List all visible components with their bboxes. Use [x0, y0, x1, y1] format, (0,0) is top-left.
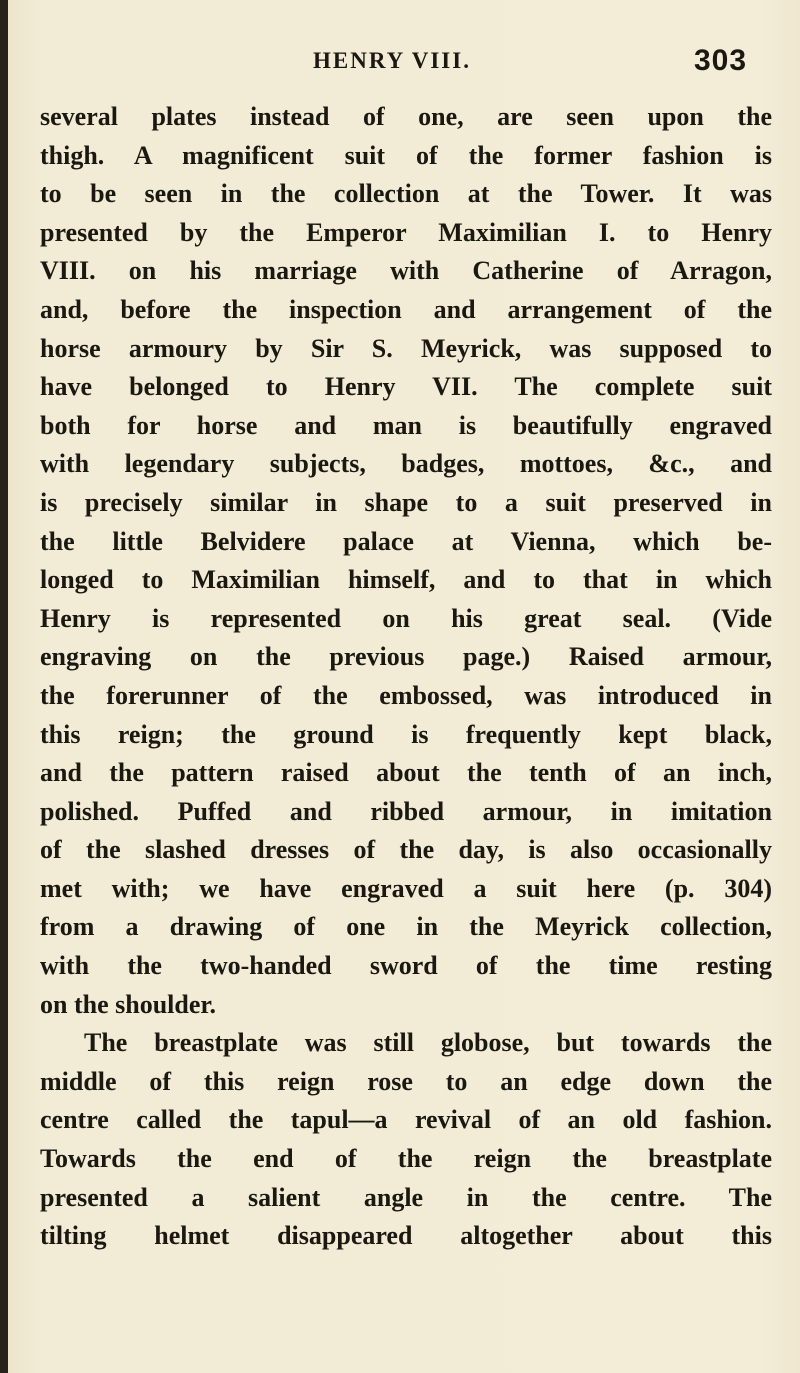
text-line: VIII. on his marriage with Catherine of Arragon,: [40, 256, 772, 286]
text-line: presented by the Emperor Maximilian I. to Henry: [40, 217, 772, 247]
running-title: HENRY VIII.: [313, 48, 471, 73]
text-line: polished. Puffed and ribbed armour, in imitation: [40, 796, 772, 826]
text-line: from a drawing of one in the Meyrick collection,: [40, 912, 772, 942]
text-line: several plates instead of one, are seen upon the: [40, 102, 772, 131]
text-line: have belonged to Henry VII. The complete suit: [40, 372, 772, 402]
text-line: Henry is represented on his great seal. (Vide: [40, 603, 772, 633]
text-line: The breastplate was still globose, but towards the: [84, 1028, 772, 1058]
text-line: of the slashed dresses of the day, is also occasionally: [40, 835, 772, 865]
text-line: is precisely similar in shape to a suit preserved in: [40, 487, 772, 517]
text-line: on the shoulder.: [40, 989, 217, 1019]
text-line: Towards the end of the reign the breastplate: [40, 1144, 772, 1174]
text-line: horse armoury by Sir S. Meyrick, was supposed to: [40, 333, 772, 363]
text-line: with legendary subjects, badges, mottoes, &c., and: [40, 449, 772, 479]
text-line: with the two-handed sword of the time resting: [40, 951, 772, 981]
text-line: tilting helmet disappeared altogether about this: [40, 1221, 772, 1251]
text-line: engraving on the previous page.) Raised armour,: [40, 642, 772, 672]
text-line: centre called the tapul—a revival of an old fashion.: [40, 1105, 772, 1135]
text-line: both for horse and man is beautifully engraved: [40, 410, 772, 440]
text-line: this reign; the ground is frequently kept black,: [40, 719, 772, 749]
page-number: 303: [694, 44, 748, 77]
text-line: middle of this reign rose to an edge down the: [40, 1066, 772, 1096]
text-line: presented a salient angle in the centre. The: [40, 1182, 772, 1212]
text-line: the little Belvidere palace at Vienna, which be-: [40, 526, 772, 556]
text-line: met with; we have engraved a suit here (p. 304): [40, 873, 772, 903]
text-line: and, before the inspection and arrangement of the: [40, 294, 772, 324]
text-line: to be seen in the collection at the Tower. It was: [40, 179, 772, 209]
running-head: [0, 44, 800, 84]
text-line: the forerunner of the embossed, was introduced in: [40, 680, 772, 710]
text-line: longed to Maximilian himself, and to that in which: [40, 565, 772, 595]
text-line: thigh. A magnificent suit of the former fashion is: [40, 140, 772, 170]
text-line: and the pattern raised about the tenth of an inch,: [40, 758, 772, 788]
body-text: [40, 98, 772, 1256]
page-binding-edge: [0, 0, 8, 1373]
